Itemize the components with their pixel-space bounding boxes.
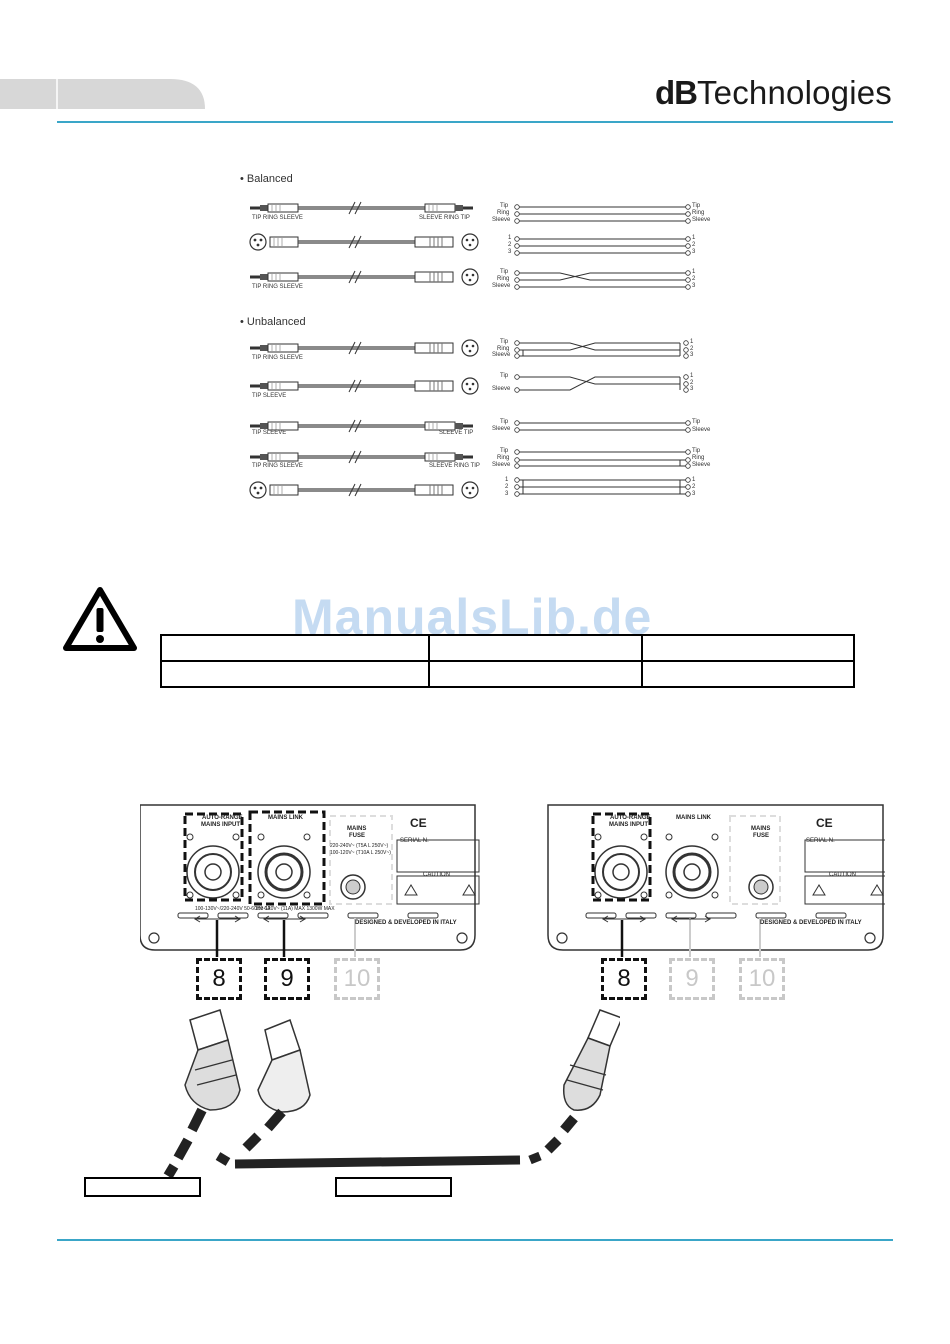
rear-panels-illustration — [140, 800, 885, 970]
power-cables-illustration — [100, 1000, 620, 1180]
pin-label-3: 3 — [690, 352, 694, 358]
pin-label-2: 2 — [690, 346, 694, 352]
panel-mains-input-label: MAINS INPUT — [609, 822, 648, 828]
pin-label-tip: Tip — [500, 373, 509, 379]
table-cell — [161, 635, 429, 661]
bottom-label-box — [84, 1177, 201, 1197]
fuse-rating: 100-120V~ (T10A L 250V~) — [330, 850, 391, 856]
pin-label-3: 3 — [505, 491, 509, 497]
table-cell — [429, 635, 642, 661]
unbalanced-heading: • Unbalanced — [240, 316, 306, 328]
bottom-label-box — [335, 1177, 452, 1197]
label-tip-ring-sleeve: TIP RING SLEEVE — [252, 355, 303, 361]
callout-8: 8 — [601, 958, 647, 1000]
pin-label-tip: Tip — [500, 269, 509, 275]
caution-label: CAUTION — [423, 872, 450, 878]
table-cell — [642, 635, 854, 661]
panel-mains-link-label: MAINS LINK — [676, 815, 711, 821]
pin-label-sleeve: Sleeve — [492, 386, 511, 392]
caution-label: CAUTION — [829, 872, 856, 878]
pin-label-tip: Tip — [692, 419, 701, 425]
pin-label-ring: Ring — [497, 210, 510, 216]
pin-label-sleeve: Sleeve — [492, 462, 511, 468]
pin-label-1: 1 — [508, 235, 512, 241]
pin-label-3: 3 — [692, 491, 696, 497]
powercon-grey-plug — [258, 1020, 310, 1112]
panel-mains-label: MAINS — [751, 826, 771, 832]
pin-label-sleeve: Sleeve — [492, 283, 511, 289]
label-sleeve-tip: SLEEVE TIP — [439, 430, 474, 436]
pin-label-ring: Ring — [497, 455, 510, 461]
ce-mark: CE — [816, 816, 833, 830]
pin-label-2: 2 — [508, 242, 512, 248]
label-sleeve-ring-tip: SLEEVE RING TIP — [419, 215, 470, 221]
warning-triangle-icon — [62, 586, 138, 652]
pin-label-tip: Tip — [692, 203, 701, 209]
label-tip-ring-sleeve: TIP RING SLEEVE — [252, 463, 303, 469]
table-cell — [429, 661, 642, 687]
pin-label-tip: Tip — [500, 203, 509, 209]
pin-label-2: 2 — [692, 484, 696, 490]
pin-label-1: 1 — [692, 269, 696, 275]
panel-fuse-label: FUSE — [753, 833, 770, 839]
panel-mains-input-label: MAINS INPUT — [201, 822, 240, 828]
cable-wiring-diagram — [240, 190, 730, 510]
panel-fuse-label: FUSE — [349, 833, 366, 839]
pin-label-3: 3 — [692, 283, 696, 289]
pin-label-ring: Ring — [692, 455, 705, 461]
pin-label-1: 1 — [690, 373, 694, 379]
pin-label-tip: Tip — [500, 419, 509, 425]
ce-mark: CE — [410, 816, 427, 830]
pin-label-2: 2 — [505, 484, 509, 490]
pin-label-3: 3 — [692, 249, 696, 255]
label-tip-sleeve: TIP SLEEVE — [252, 430, 287, 436]
pin-label-sleeve: Sleeve — [692, 462, 711, 468]
label-tip-ring-sleeve: TIP RING SLEEVE — [252, 284, 303, 290]
designed-label: DESIGNED & DEVELOPED IN ITALY — [760, 920, 862, 926]
pin-label-3: 3 — [508, 249, 512, 255]
callout-10: 10 — [739, 958, 785, 1000]
header-tab-shape — [0, 79, 205, 109]
pin-label-1: 1 — [505, 477, 509, 483]
header-rule — [57, 121, 893, 123]
table-cell — [161, 661, 429, 687]
pin-label-3: 3 — [690, 386, 694, 392]
pin-label-tip: Tip — [500, 448, 509, 454]
serial-label: SERIAL N. — [806, 838, 835, 844]
pin-label-2: 2 — [692, 242, 696, 248]
label-tip-ring-sleeve: TIP RING SLEEVE — [252, 215, 303, 221]
callout-10: 10 — [334, 958, 380, 1000]
pin-label-1: 1 — [692, 235, 696, 241]
pin-label-2: 2 — [690, 380, 694, 386]
footer-rule — [57, 1239, 893, 1241]
pin-label-sleeve: Sleeve — [492, 352, 511, 358]
powercon-blue-plug-right — [564, 1010, 620, 1110]
panel-mains-label: MAINS — [347, 826, 367, 832]
pin-label-ring: Ring — [497, 346, 510, 352]
link-rating: 100-120V~ (11A) MAX 1300W MAX — [255, 906, 335, 912]
powercon-blue-plug — [185, 1010, 240, 1110]
table-cell — [642, 661, 854, 687]
pin-label-2: 2 — [692, 276, 696, 282]
designed-label: DESIGNED & DEVELOPED IN ITALY — [355, 920, 457, 926]
fuse-rating: 220-240V~ (T5A L 250V~) — [330, 843, 389, 849]
pin-label-sleeve: Sleeve — [492, 426, 511, 432]
pin-label-1: 1 — [690, 339, 694, 345]
callout-8: 8 — [196, 958, 242, 1000]
pin-label-ring: Ring — [692, 210, 705, 216]
callout-9: 9 — [264, 958, 310, 1000]
callout-9: 9 — [669, 958, 715, 1000]
pin-label-sleeve: Sleeve — [692, 217, 711, 223]
table-row — [161, 661, 854, 687]
input-rating: 100-130V~/220-240V 50-60Hz 6A — [195, 906, 271, 912]
pin-label-sleeve: Sleeve — [492, 217, 511, 223]
label-sleeve-ring-tip: SLEEVE RING TIP — [429, 463, 480, 469]
pin-label-sleeve: Sleeve — [692, 427, 711, 433]
pin-label-ring: Ring — [497, 276, 510, 282]
pin-label-tip: Tip — [692, 448, 701, 454]
pin-label-1: 1 — [692, 477, 696, 483]
panel-auto-range-label: AUTO-RANGE — [610, 815, 651, 821]
serial-label: SERIAL N. — [400, 838, 429, 844]
warning-table — [160, 634, 855, 688]
pin-label-tip: Tip — [500, 339, 509, 345]
panel-mains-link-label: MAINS LINK — [268, 815, 303, 821]
watermark: ManualsLib.de — [292, 589, 653, 645]
table-row — [161, 635, 854, 661]
panel-auto-range-label: AUTO-RANGE — [202, 815, 243, 821]
brand-logo: dBTechnologies — [654, 74, 892, 111]
balanced-heading: • Balanced — [240, 173, 293, 185]
label-tip-sleeve: TIP SLEEVE — [252, 393, 287, 399]
